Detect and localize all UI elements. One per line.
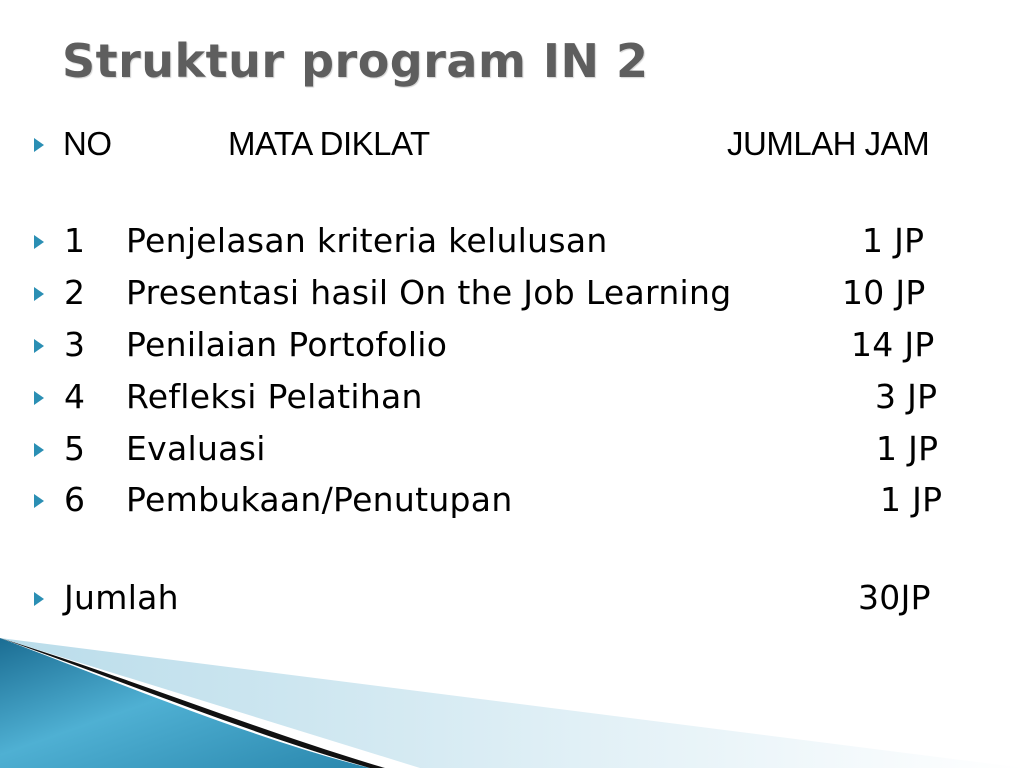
triangle-bullet-icon [34, 138, 44, 152]
table-row [0, 377, 1024, 421]
triangle-bullet-icon [34, 235, 44, 249]
row-no: 5 [64, 429, 86, 468]
slide-title: Struktur program IN 2 [62, 34, 649, 88]
triangle-bullet-icon [34, 494, 44, 508]
row-jam: 1 JP [880, 480, 943, 519]
table-row [0, 273, 1024, 317]
triangle-bullet-icon [34, 391, 44, 405]
total-label: Jumlah [64, 578, 179, 617]
table-total-row [0, 578, 1024, 622]
row-mata-diklat: Pembukaan/Penutupan [126, 480, 513, 519]
decorative-swoosh [0, 638, 1024, 768]
header-no: NO [63, 125, 112, 162]
row-jam: 3 JP [875, 377, 938, 416]
row-mata-diklat: Penilaian Portofolio [126, 325, 448, 364]
row-no: 2 [64, 273, 86, 312]
row-mata-diklat: Penjelasan kriteria kelulusan [126, 221, 608, 260]
table-row [0, 221, 1024, 265]
header-mata-diklat: MATA DIKLAT [228, 125, 430, 162]
table-header-row [0, 124, 1024, 168]
table-row [0, 325, 1024, 369]
triangle-bullet-icon [34, 287, 44, 301]
row-no: 4 [64, 377, 86, 416]
table-row [0, 429, 1024, 473]
row-no: 3 [64, 325, 86, 364]
row-mata-diklat: Refleksi Pelatihan [126, 377, 423, 416]
row-mata-diklat: Presentasi hasil On the Job Learning [126, 273, 732, 312]
triangle-bullet-icon [34, 339, 44, 353]
triangle-bullet-icon [34, 592, 44, 606]
row-jam: 14 JP [851, 325, 935, 364]
table-row [0, 480, 1024, 524]
row-no: 1 [64, 221, 86, 260]
total-value: 30JP [858, 578, 931, 617]
row-mata-diklat: Evaluasi [126, 429, 266, 468]
row-jam: 1 JP [862, 221, 925, 260]
row-jam: 10 JP [842, 273, 926, 312]
triangle-bullet-icon [34, 443, 44, 457]
row-no: 6 [64, 480, 86, 519]
header-jumlah-jam: JUMLAH JAM [727, 125, 930, 162]
row-jam: 1 JP [876, 429, 939, 468]
